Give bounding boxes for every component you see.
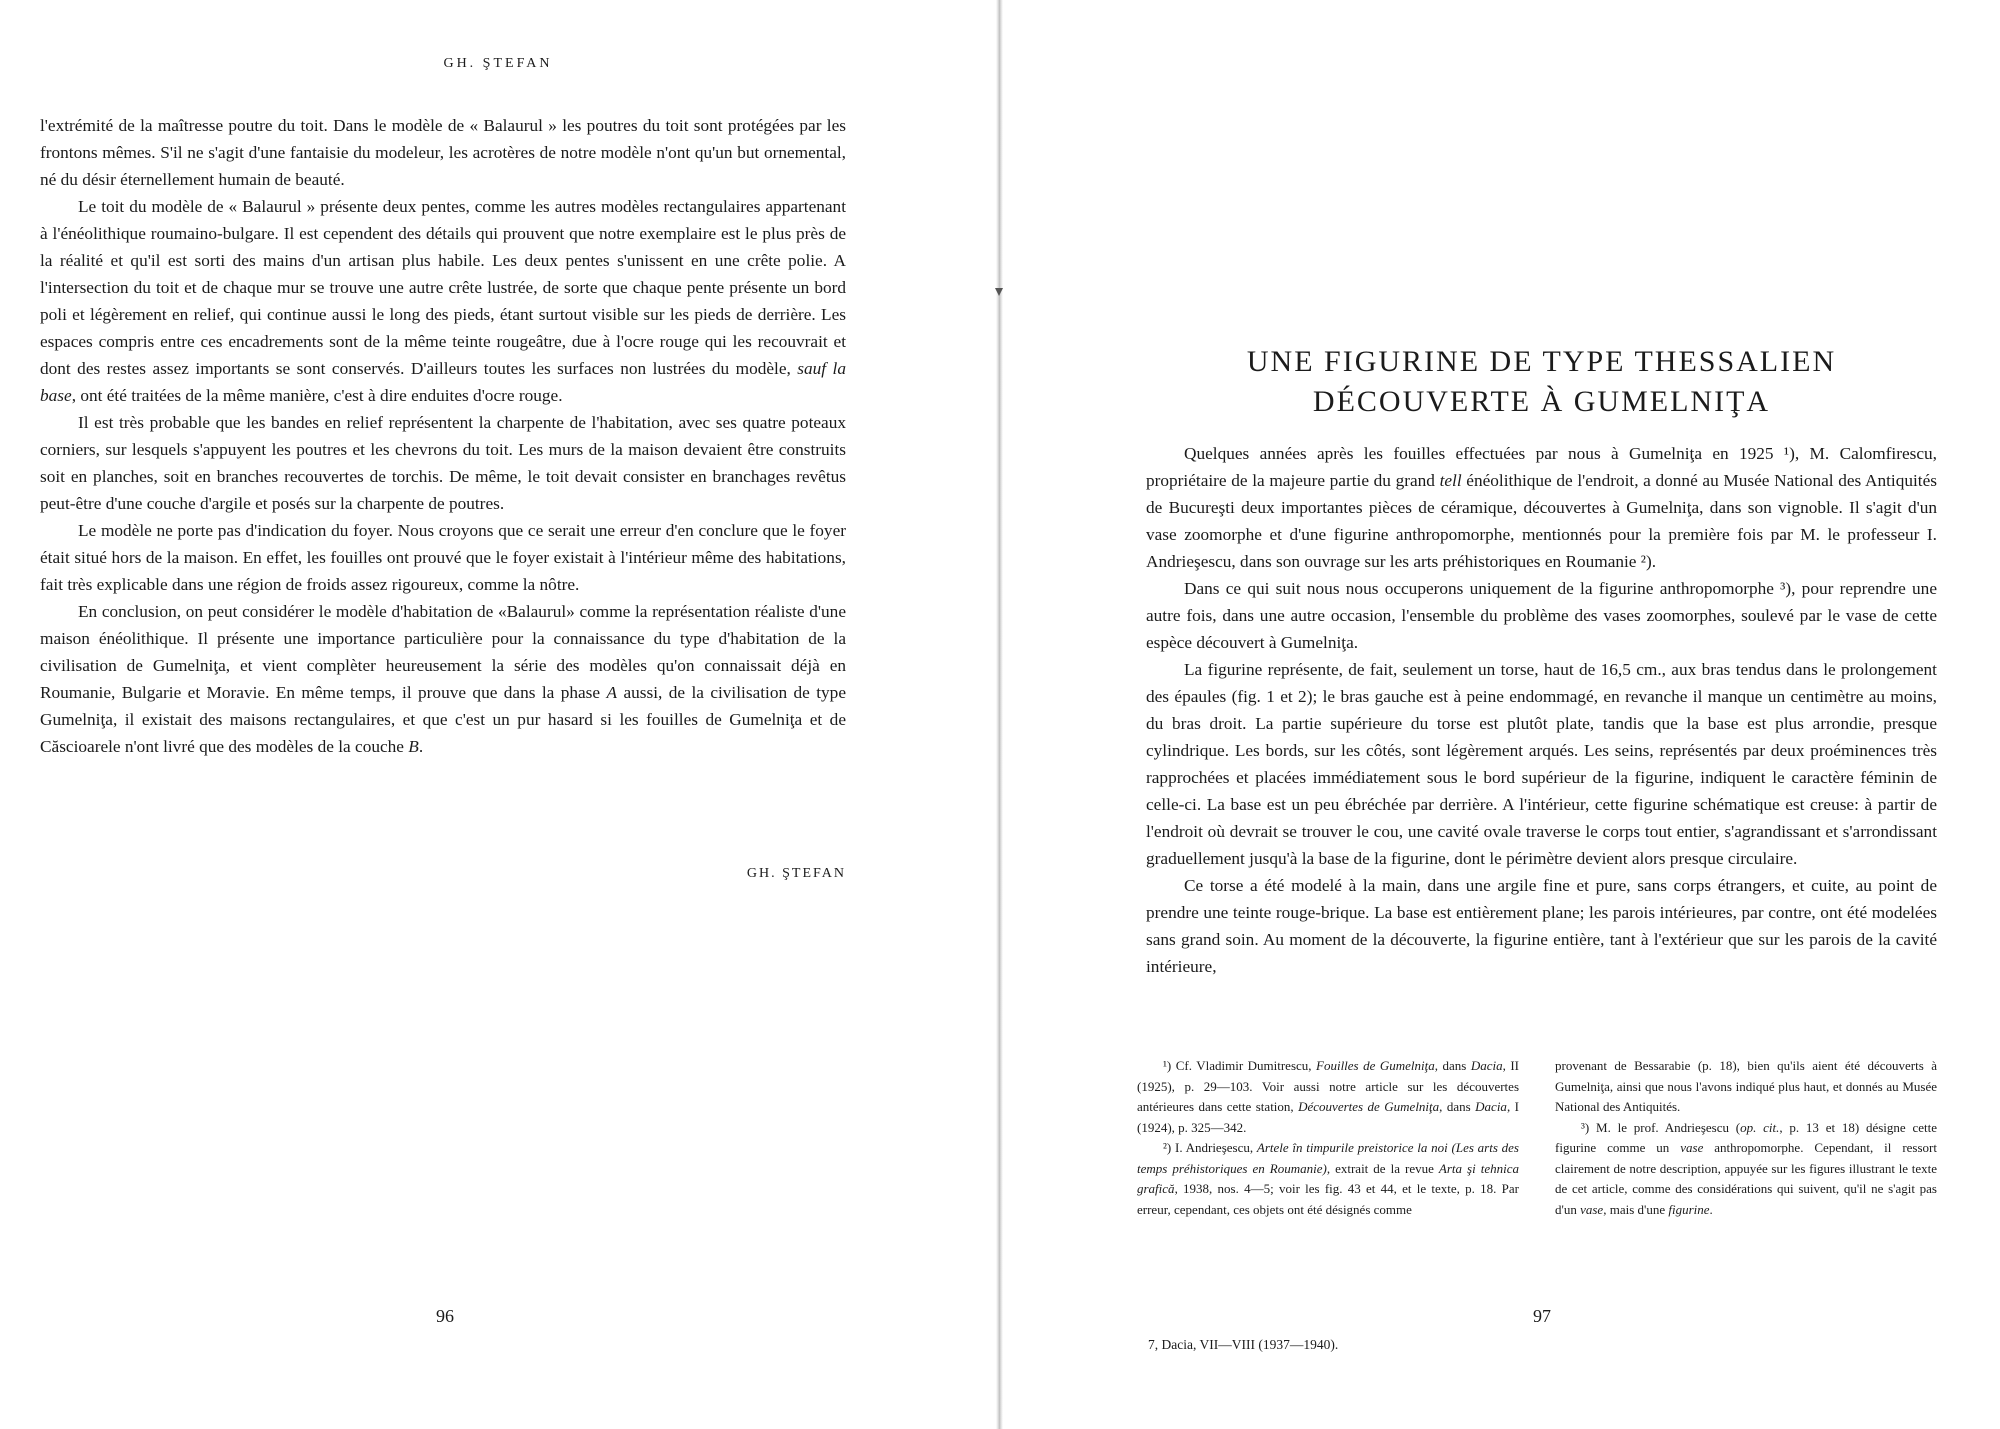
paragraph: ²) I. Andrieşescu, Artele în timpurile preistorice la noi (Les arts des temps préhistoriques en Roumanie), extrait de la revue Arta şi tehnica grafică, 1938, nos. 4—5; voir les fig. 43 et 44, et le texte, p. 18. Par erreur, cependant, ces objets ont été désignés comme	[1137, 1140, 1519, 1217]
author-signature: GH. ŞTEFAN	[746, 866, 846, 881]
left-body-text	[40, 112, 846, 760]
book-gutter	[996, 0, 1003, 1429]
paragraph: La figurine représente, de fait, seulement un torse, haut de 16,5 cm., aux bras tendus dans le prolongement des épaules (fig. 1 et 2); le bras gauche est à peine endommagé, en revanche il manque un centimètre au moins, du bras droit. La partie supérieure du torse est plutôt plate, tandis que la base est plus arrondie, presque cylindrique. Les bords, sur les côtés, sont légèrement arqués. Les seins, représentés par deux proéminences très rapprochées et placées immédiatement sous le bord supérieur de la figurine, indiquent le caractère féminin de celle-ci. La base est un peu ébréchée par derrière. A l'intérieur, cette figurine schématique est creuse: à partir de l'endroit où devrait se trouver le cou, une cavité ovale traverse le corps tout entier, s'agrandissant et s'arrondissant graduellement jusqu'à la base de la figurine, dont le périmètre devient alors presque circulaire.	[1146, 660, 1937, 868]
footnotes-column-left	[1137, 1056, 1519, 1220]
paragraph: En conclusion, on peut considérer le modèle d'habitation de «Balaurul» comme la représentation réaliste d'une maison énéolithique. Il présente une importance particulière pour la connaissance du type d'habitation de la civilisation de Gumelniţa, et vient complèter heureusement la série des modèles qu'on connaissait déjà en Roumanie, Bulgarie et Moravie. En même temps, il prouve que dans la phase A aussi, de la civilisation de type Gumelniţa, il existait des maisons rectangulaires, et que c'est un pur hasard si les fouilles de Gumelniţa et de Căscioarele n'ont livré que des modèles de la couche B.	[40, 602, 846, 756]
paragraph: ³) M. le prof. Andrieşescu (op. cit., p. 13 et 18) désigne cette figurine comme un vase anthropomorphe. Cependant, il ressort clairement de notre description, appuyée sur les figures illustrant le texte de cet article, comme des considérations qui suivent, qu'il ne s'agit pas d'un vase, mais d'une figurine.	[1555, 1119, 1937, 1217]
paragraph: Quelques années après les fouilles effectuées par nous à Gumelniţa en 1925 ¹), M. Calomfirescu, propriétaire de la majeure partie du grand tell énéolithique de l'endroit, a donné au Musée National des Antiquités de Bucureşti deux importantes pièces de céramique, découvertes à Gumelniţa, dans son vignoble. Il s'agit d'un vase zoomorphe et d'une figurine anthropomorphe, mentionnés pour la première fois par M. le professeur I. Andrieşescu, dans son ouvrage sur les arts préhistoriques en Roumanie ²).	[1146, 444, 1937, 571]
title-line-2: DÉCOUVERTE À GUMELNIŢA	[1312, 385, 1771, 418]
paragraph: Le toit du modèle de « Balaurul » présente deux pentes, comme les autres modèles rectangulaires appartenant à l'énéolithique roumaino-bulgare. Il est cependent des détails qui prouvent que notre exemplaire est le plus près de la réalité et qu'il est sorti des mains d'un artisan plus habile. Les deux pentes s'unissent en une crête polie. A l'intersection du toit et de chaque mur se trouve une autre crête lustrée, de sorte que chaque pente présente un bord poli et légèrement en relief, qui continue aussi le long des pieds, étant surtout visible sur les pieds de derrière. Les espaces compris entre ces encadrements sont de la même teinte rougeâtre, due à l'ocre rouge qui les recouvrait et dont des restes assez importants se sont conservés. D'ailleurs toutes les surfaces non lustrées du modèle, sauf la base, ont été traitées de la même manière, c'est à dire enduites d'ocre rouge.	[40, 197, 846, 405]
title-line-1: UNE FIGURINE DE TYPE THESSALIEN	[1246, 345, 1837, 378]
journal-signature-line: 7, Dacia, VII—VIII (1937—1940).	[1148, 1337, 1339, 1352]
page-number-right: 97	[1533, 1306, 1551, 1326]
right-page	[1003, 0, 2000, 1429]
paragraph: Ce torse a été modelé à la main, dans une argile fine et pure, sans corps étrangers, et cuite, au point de prendre une teinte rouge-brique. La base est entièrement plane; les parois intérieures, par contre, ont été modelées sans grand soin. Au moment de la découverte, la figurine entière, tant à l'extérieur que sur les parois de la cavité intérieure,	[1146, 876, 1937, 976]
paragraph: Le modèle ne porte pas d'indication du foyer. Nous croyons que ce serait une erreur d'en conclure que le foyer était situé hors de la maison. En effet, les fouilles ont prouvé que le foyer existait à l'intérieur même des habitations, fait très explicable dans une région de froids assez rigoureux, comme la nôtre.	[40, 521, 846, 594]
footnotes	[1137, 1056, 1937, 1220]
gutter-mark	[995, 288, 1003, 296]
paragraph: ¹) Cf. Vladimir Dumitrescu, Fouilles de Gumelniţa, dans Dacia, II (1925), p. 29—103. Voir aussi notre article sur les découvertes antérieures dans cette station, Découvertes de Gumelniţa, dans Dacia, I (1924), p. 325—342.	[1137, 1058, 1519, 1135]
article-title	[1146, 342, 1937, 422]
running-head: GH. ŞTEFAN	[443, 56, 553, 71]
paragraph: Dans ce qui suit nous nous occuperons uniquement de la figurine anthropomorphe ³), pour reprendre une autre fois, dans une autre occasion, l'ensemble du problème des vases zoomorphes, soulevé par le vase de cette espèce découvert à Gumelniţa.	[1146, 579, 1937, 652]
footnotes-column-right	[1555, 1056, 1937, 1220]
paragraph: l'extrémité de la maîtresse poutre du toit. Dans le modèle de « Balaurul » les poutres du toit sont protégées par les frontons mêmes. S'il ne s'agit d'une fantaisie du modeleur, les acrotères de notre modèle n'ont qu'un but ornemental, né du désir éternellement humain de beauté.	[40, 116, 846, 189]
paragraph: provenant de Bessarabie (p. 18), bien qu'ils aient été découverts à Gumelniţa, ainsi que nous l'avons indiqué plus haut, et donnés au Musée National des Antiquités.	[1555, 1058, 1937, 1114]
page-number-left: 96	[436, 1306, 454, 1326]
paragraph: Il est très probable que les bandes en relief représentent la charpente de l'habitation, avec ses quatre poteaux corniers, sur lesquels s'appuyent les poutres et les chevrons du toit. Les murs de la maison devaient être construits soit en planches, soit en branches recouvertes de torchis. De même, le toit devait consister en branchages revêtus peut-être d'une couche d'argile et posés sur la charpente de poutres.	[40, 413, 846, 513]
right-body-text	[1146, 440, 1937, 980]
left-page	[0, 0, 996, 1429]
